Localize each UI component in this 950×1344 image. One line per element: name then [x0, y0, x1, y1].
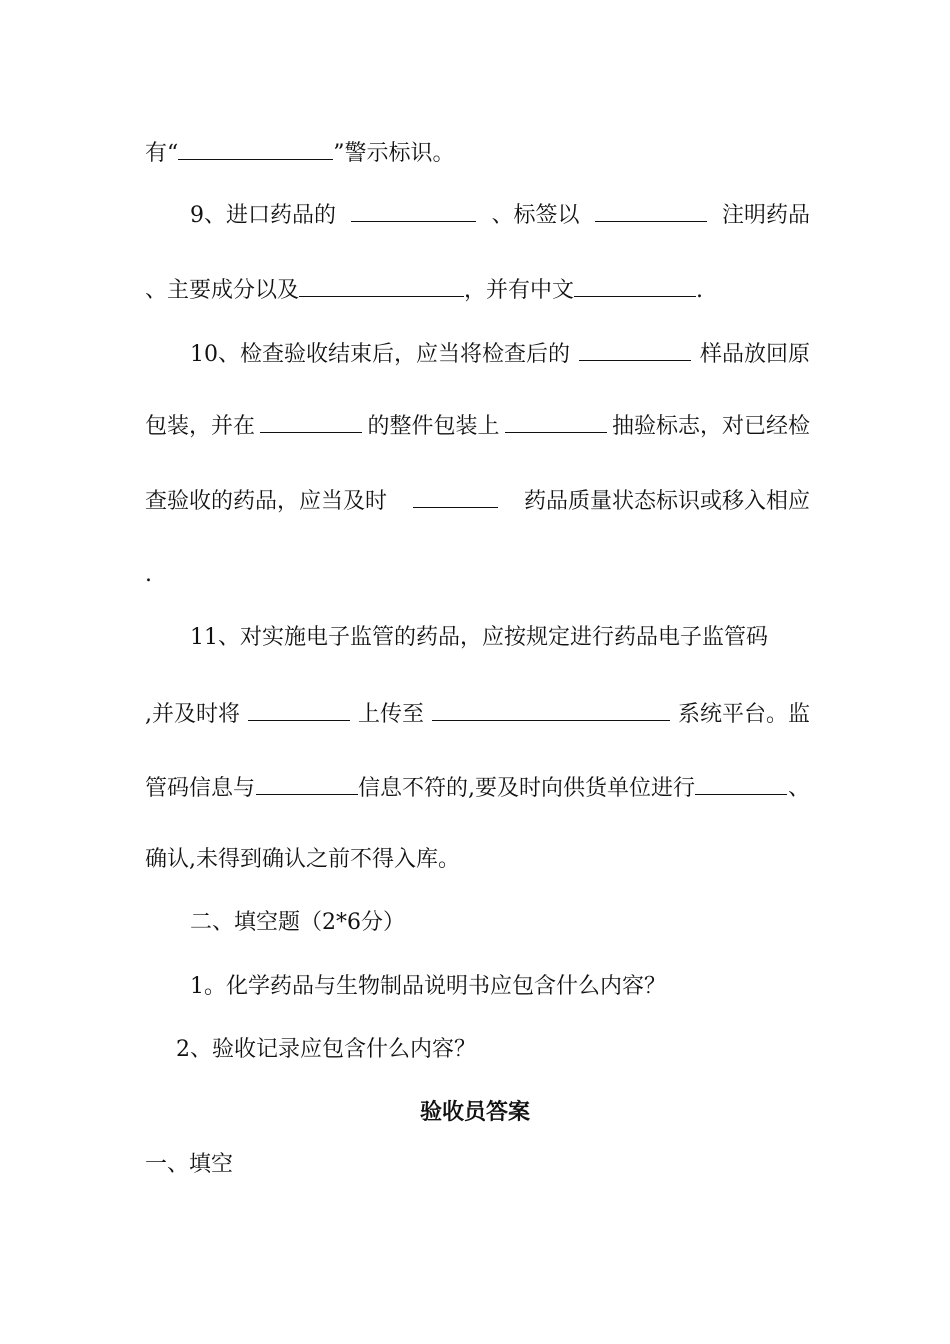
- question-8-tail: 有“ ”警示标识。: [145, 137, 810, 169]
- question-11-line3: 管码信息与 信息不符的,要及时向供货单位进行 、: [145, 772, 810, 804]
- question-11-line1: 11、对实施电子监管的药品，应按规定进行药品电子监管码: [190, 625, 768, 650]
- blank: [178, 137, 333, 160]
- blank: [574, 274, 696, 297]
- blank: [695, 772, 787, 795]
- blank: [299, 274, 464, 297]
- question-10-line1: 10、检查验收结束后，应当将检查后的 样品放回原: [190, 338, 810, 370]
- blank: [595, 199, 707, 222]
- question-10-line2: 包装，并在 的整件包装上 抽验标志，对已经检: [145, 410, 810, 442]
- blank: [248, 698, 350, 721]
- blank: [505, 410, 607, 433]
- blank: [260, 410, 362, 433]
- blank: [579, 338, 691, 361]
- answer-section-heading: 一、填空: [145, 1152, 234, 1177]
- question-10-line4: .: [145, 562, 152, 587]
- question-10-line3: 查验收的药品，应当及时 药品质量状态标识或移入相应: [145, 485, 810, 517]
- answer-title: 验收员答案: [419, 1099, 530, 1125]
- section-two-heading: 二、填空题（2*6分）: [190, 910, 405, 935]
- question-9-line2: 、主要成分以及 ，并有中文 .: [145, 274, 810, 306]
- question-9-line1: 9、进口药品的 、标签以 注明药品: [190, 199, 810, 231]
- question-11-line4: 确认,未得到确认之前不得入库。: [145, 847, 460, 872]
- blank: [351, 199, 476, 222]
- blank: [256, 772, 358, 795]
- blank: [432, 698, 670, 721]
- question-11-line2: ,并及时将 上传至 系统平台。监: [145, 698, 810, 730]
- section-two-question-1: 1。化学药品与生物制品说明书应包含什么内容？: [190, 974, 666, 999]
- section-two-question-2: 2、验收记录应包含什么内容？: [176, 1037, 476, 1062]
- blank: [413, 485, 498, 508]
